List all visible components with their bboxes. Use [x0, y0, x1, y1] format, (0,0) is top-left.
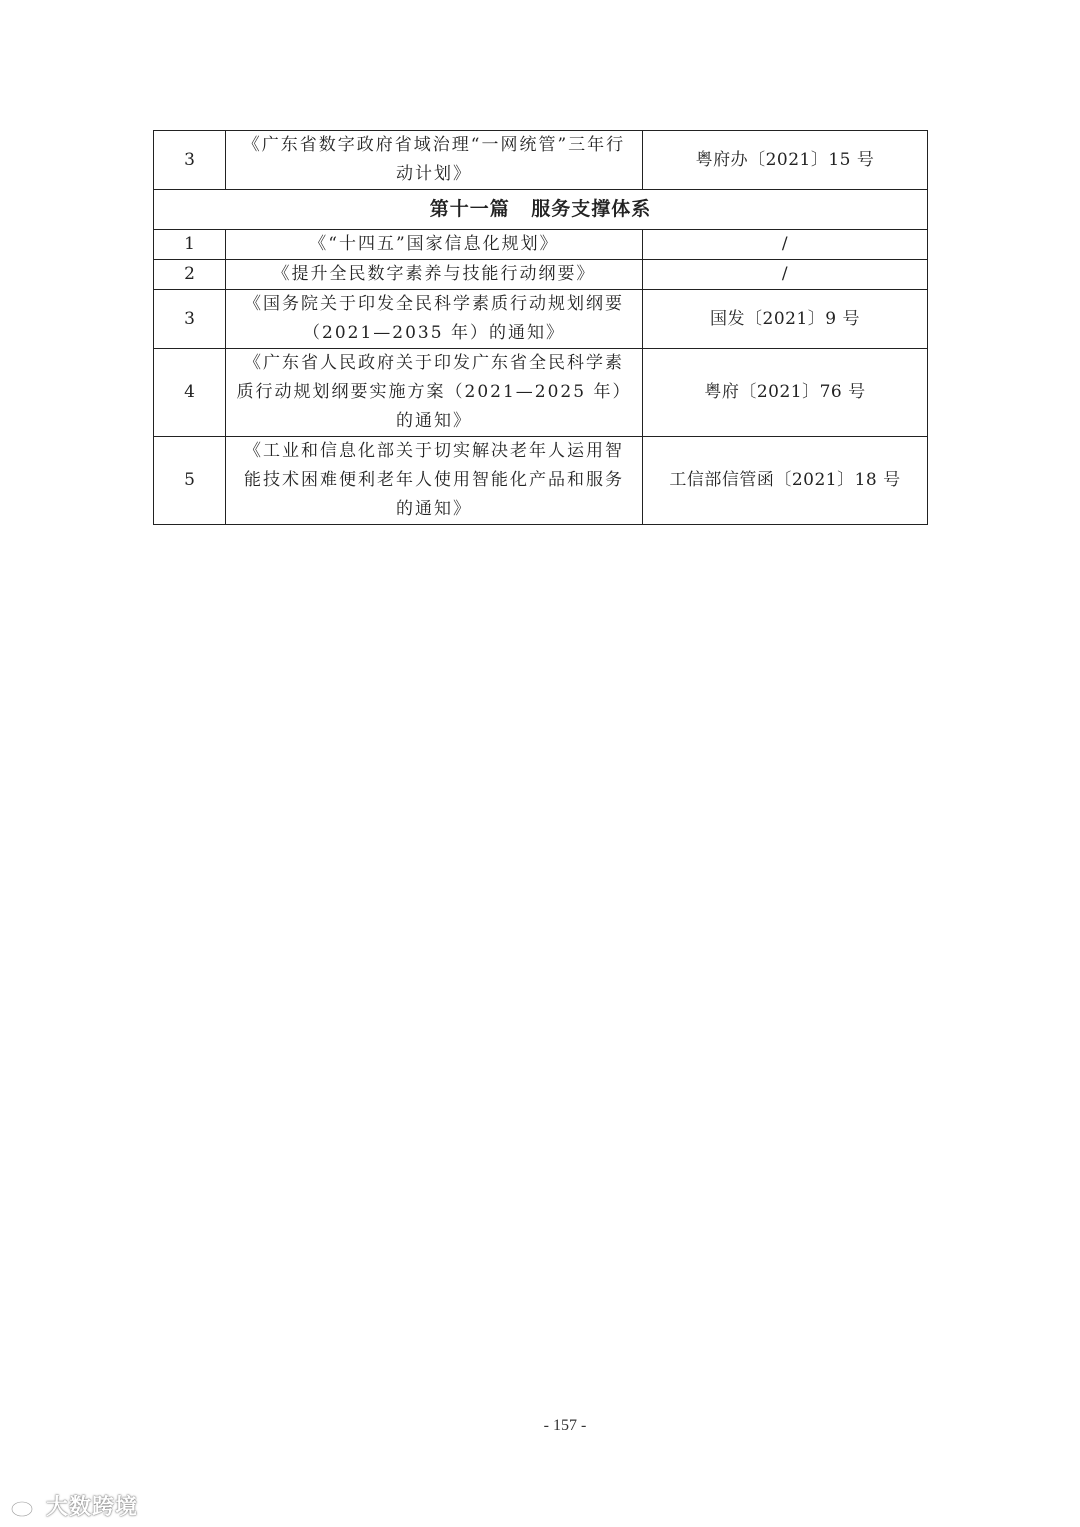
document-reference: /	[643, 230, 928, 260]
document-reference: 工信部信管函〔2021〕18 号	[643, 437, 928, 525]
table-row	[154, 437, 928, 525]
weibo-logo-icon	[10, 1494, 40, 1518]
document-title: 《广东省数字政府省域治理“一网统管”三年行动计划》	[226, 131, 643, 190]
table-row	[154, 131, 928, 190]
row-number: 3	[154, 290, 226, 349]
watermark-text: 大数跨境	[46, 1495, 139, 1520]
table-row	[154, 349, 928, 437]
page-number: - 157 -	[543, 1417, 587, 1434]
document-reference: 国发〔2021〕9 号	[643, 290, 928, 349]
reference-table	[153, 130, 928, 525]
row-number: 1	[154, 230, 226, 260]
row-number: 2	[154, 260, 226, 290]
document-title: 《工业和信息化部关于切实解决老年人运用智能技术困难便利老年人使用智能化产品和服务的通知》	[226, 437, 643, 525]
table-row	[154, 290, 928, 349]
table-row	[154, 230, 928, 260]
document-reference: 粤府〔2021〕76 号	[643, 349, 928, 437]
row-number: 4	[154, 349, 226, 437]
document-title: 《广东省人民政府关于印发广东省全民科学素质行动规划纲要实施方案（2021—2025 年）的通知》	[226, 349, 643, 437]
table-row	[154, 260, 928, 290]
section-title: 第十一篇 服务支撑体系	[154, 190, 928, 230]
row-number: 5	[154, 437, 226, 525]
watermark	[10, 1490, 138, 1521]
document-title: 《国务院关于印发全民科学素质行动规划纲要（2021—2035 年）的通知》	[226, 290, 643, 349]
document-reference: 粤府办〔2021〕15 号	[643, 131, 928, 190]
document-reference: /	[643, 260, 928, 290]
section-header-row	[154, 190, 928, 230]
document-title: 《提升全民数字素养与技能行动纲要》	[226, 260, 643, 290]
document-title: 《“十四五”国家信息化规划》	[226, 230, 643, 260]
row-number: 3	[154, 131, 226, 190]
